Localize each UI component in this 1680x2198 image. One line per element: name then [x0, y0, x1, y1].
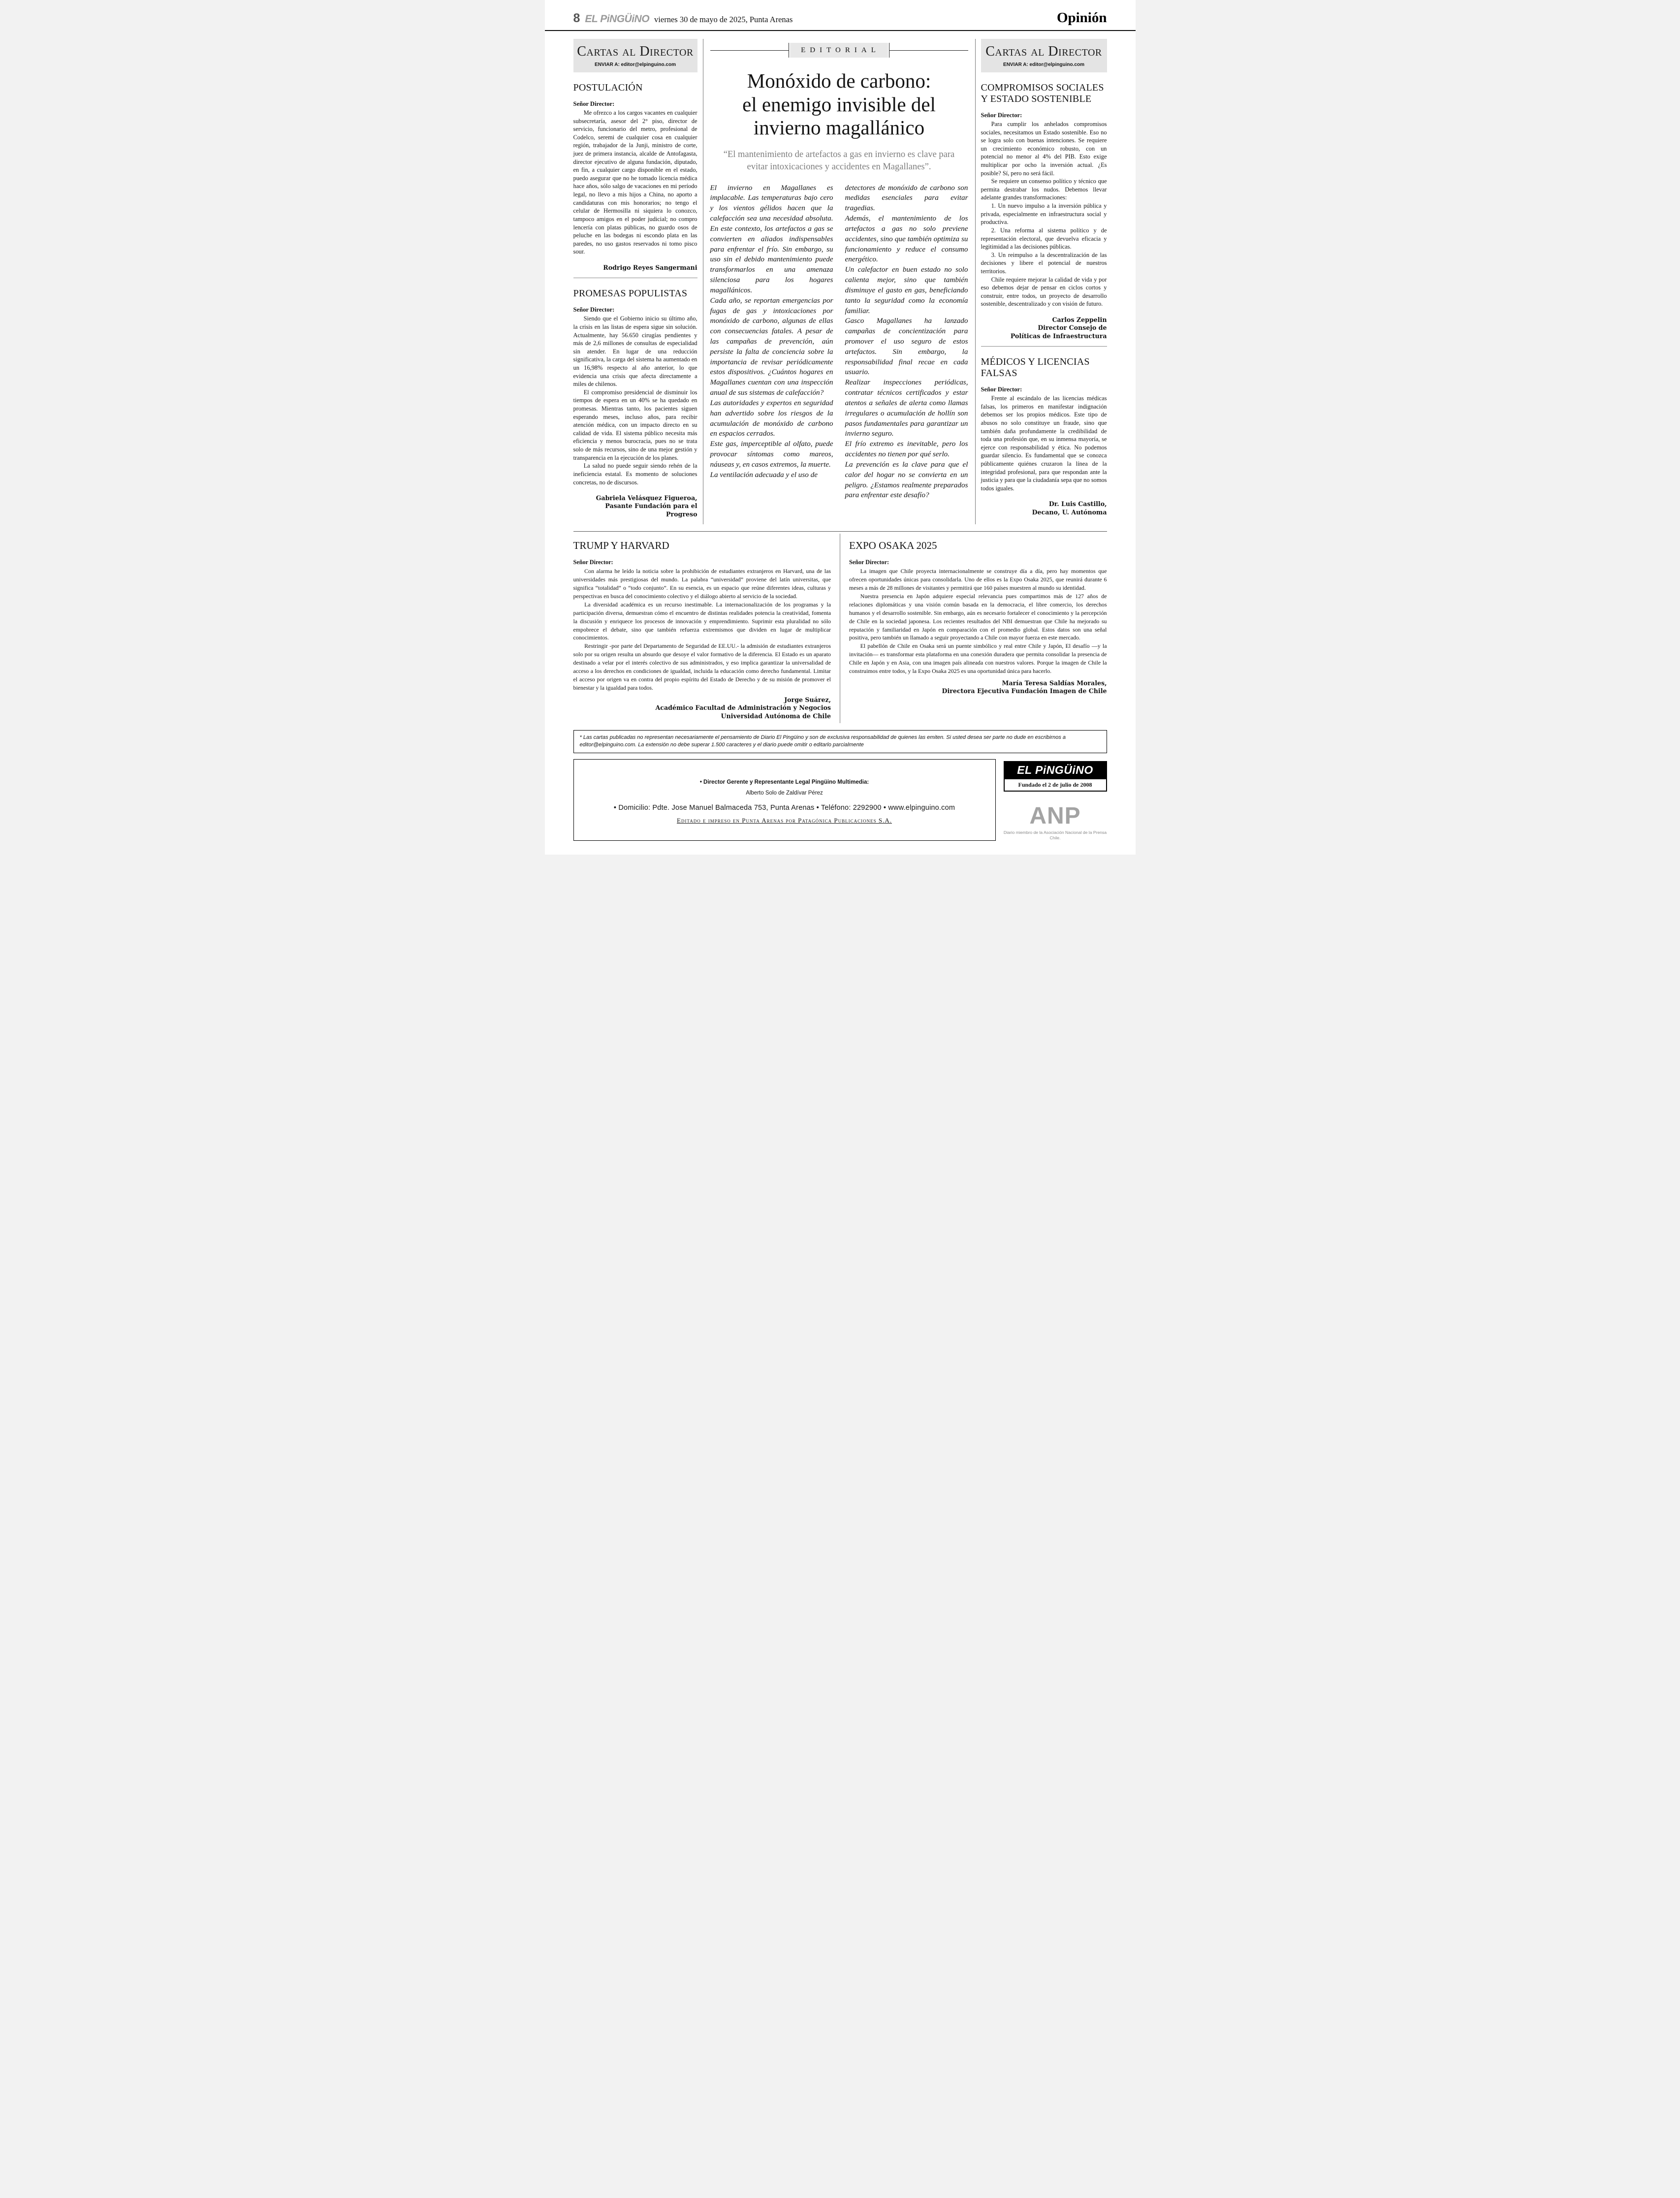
- letter-signature: [981, 500, 1107, 516]
- signature-line: Académico Facultad de Administración y Negocios: [655, 704, 831, 712]
- editorial-column: [703, 39, 976, 524]
- signature-line: Dr. Luis Castillo,: [1048, 500, 1107, 508]
- letter-signature: [849, 679, 1107, 696]
- editorial-paragraph: El invierno en Magallanes es implacable. Las temperaturas bajo cero y los vientos gélidos hacen que la calefacción sea una necesidad absoluta. En este contexto, los artefactos a gas se convierten en aliados indispensables para enfrentar el frío. Sin embargo, su uso sin el debido mantenimiento puede transformarlos en una amenaza silenciosa para los hogares magallánicos.: [710, 183, 833, 294]
- editorial-paragraph: La prevención es la clave para que el calor del hogar no se convierta en un peligro. ¿Estamos realmente preparados para enfrentar este desafío?: [845, 460, 968, 500]
- letter-salutation: Señor Director:: [981, 112, 1022, 119]
- letter-paragraph: 2. Una reforma al sistema político y de representación electoral, que devuelva eficacia y legitimidad a las decisiones públicas.: [981, 226, 1107, 251]
- letter-expo-osaka: [840, 534, 1107, 723]
- letter-compromisos-sociales: [981, 82, 1107, 340]
- letter-salutation: Señor Director:: [573, 100, 615, 107]
- editorial-paragraph: Cada año, se reportan emergencias por fugas de gas y intoxicaciones por monóxido de carbono, algunas de ellas con consecuencias fatales. A pesar de las campañas de prevención, aún persiste la falta de conciencia sobre la importancia de revisar periódicamente estos dispositivos. ¿Cuántos hogares en Magallanes cuentan con una inspección anual de sus sistemas de calefacción?: [710, 296, 833, 397]
- editorial-paragraph: detectores de monóxido de carbono son medidas esenciales para evitar tragedias.: [845, 183, 968, 213]
- editorial-title: [716, 69, 962, 140]
- letter-salutation: Señor Director:: [573, 306, 615, 314]
- letter-paragraph: La imagen que Chile proyecta internacionalmente se construye día a día, pero hay momentos que ofrecen oportunidades únicas para consolidarla. Uno de ellos es la Expo Osaka 2025, que reunirá durante 6 meses a más de 28 millones de visitantes y permitirá que 160 países muestren al mundo su identidad.: [849, 568, 1107, 592]
- letter-paragraph: El pabellón de Chile en Osaka será un puente simbólico y real entre Chile y Japón, El desafío —y la invitación— es transformar esta plataforma en una conexión duradera que permita consolidar la presencia de Chile en Japón y en Asia, con una imagen país alineada con nuestros valores. Porque la imagen de Chile la construimos entre todos, y la Expo Osaka 2025 es una oportunidad única para hacerlo.: [849, 642, 1107, 675]
- letters-disclaimer: * Las cartas publicadas no representan necesariamente el pensamiento de Diario El Pingüino y son de exclusiva responsabilidad de quienes las emiten. Si usted desea ser parte no dude en escribirnos a editor@elpinguino.com. La extensión no debe superar 1.500 caracteres y el diario puede omitir o editarlo parcialmente: [573, 730, 1107, 753]
- cartas-title: Cartas al Director: [985, 44, 1102, 59]
- letter-signature: [573, 264, 697, 272]
- letter-paragraph: Me ofrezco a los cargos vacantes en cualquier subsecretaría, asesor del 2° piso, director de servicio, funcionario del metro, profesional de Codelco, seremi de cualquier cosa en cualquier región, trabajador de la Junji, ministro de corte, juez de primera instancia, alcalde de Antofagasta, director ejecutivo de alguna fundación, diputado, en fin, a cualquier cargo disponible en el estado, puedo asegurar que no he tomado licencia médica hace años, sólo salgo de vacaciones en mi período legal, no llevo a mis hijos a China, no aporto a candidaturas con mis honorarios; no tengo el celular de Hermosilla ni siquiera lo conozco, tampoco amigos en el poder judicial; no compro lencería con platas públicas, no guardo osos de peluche en las bodegas ni escondo plata en las paredes, no uso gastos reservados ni tomo pisco sour.: [573, 109, 697, 255]
- editorial-paragraph: El frío extremo es inevitable, pero los accidentes no tienen por qué serlo.: [845, 440, 968, 459]
- signature-line: Director Consejo de: [1038, 324, 1107, 332]
- anp-caption: Diario miembro de la Asociación Nacional de la Prensa Chile.: [1003, 829, 1107, 840]
- letter-paragraph: La salud no puede seguir siendo rehén de la ineficiencia estatal. Es momento de soluciones concretas, no de discursos.: [573, 462, 697, 486]
- page-number: 8: [573, 11, 580, 25]
- newspaper-page: [545, 0, 1136, 855]
- publisher-role: • Director Gerente y Representante Legal Pingüino Multimedia:: [699, 779, 869, 785]
- letter-title: TRUMP Y HARVARD: [573, 540, 669, 552]
- editorial-body: [710, 183, 968, 501]
- publisher-address: • Domicilio: Pdte. Jose Manuel Balmaceda 753, Punta Arenas • Teléfono: 2292900 • www.elpinguino.com: [613, 803, 955, 812]
- letter-title: EXPO OSAKA 2025: [849, 540, 937, 552]
- pinguino-logo: EL PiNGÜiNO: [1004, 761, 1107, 779]
- editorial-label: EDITORIAL: [790, 43, 888, 58]
- signature-line: Carlos Zeppelin: [1052, 316, 1107, 324]
- letter-paragraph: 1. Un nuevo impulso a la inversión pública y privada, especialmente en infraestructura social y productiva.: [981, 202, 1107, 226]
- signature-line: Directora Ejecutiva Fundación Imagen de Chile: [942, 687, 1107, 695]
- editorial-title-line: Monóxido de carbono:: [747, 69, 931, 92]
- left-column: [573, 39, 697, 524]
- rule-line-left: [710, 50, 789, 51]
- masthead-date: viernes 30 de mayo de 2025, Punta Arenas: [654, 15, 793, 24]
- cartas-al-director-box-right: [981, 39, 1107, 72]
- letter-promesas-populistas: [573, 288, 697, 518]
- letter-postulacion: [573, 82, 697, 272]
- signature-line: María Teresa Saldías Morales,: [1002, 679, 1107, 687]
- publisher-name: Alberto Solo de Zaldívar Pérez: [746, 790, 823, 796]
- signature-line: Pasante Fundación para el Progreso: [605, 502, 697, 518]
- editorial-paragraph: La ventilación adecuada y el uso de: [710, 470, 818, 479]
- top-section: [545, 31, 1136, 524]
- rule-tick-left: [789, 43, 790, 58]
- letter-paragraph: Siendo que el Gobierno inicio su último año, la crisis en las listas de espera sigue sin solución. Actualmente, hay 56.650 cirugías pendientes y más de 2,6 millones de consultas de especialidad sin atender. En lugar de una reducción significativa, la carga del sistema ha aumentado en un 16,98% respecto al año anterior, lo que evidencia una crisis que afecta directamente a miles de chilenos.: [573, 315, 697, 388]
- signature-line: Universidad Autónoma de Chile: [721, 712, 831, 720]
- editorial-column-2: [845, 183, 968, 501]
- letter-signature: [573, 696, 831, 720]
- letter-paragraph: Nuestra presencia en Japón adquiere especial relevancia pues compartimos más de 127 años de relaciones diplomáticas y una visión común basada en la democracia, el libre comercio, los derechos humanos y el desarrollo sostenible. Sin embargo, aún es necesario fortalecer el conocimiento y la percepción de Chile en la sociedad japonesa. Los recientes resultados del NBI demuestran que Chile ha mejorado su reputación y familiaridad en Japón en comparación con el promedio global. Estos datos son una señal positiva, pero también un llamado a seguir proyectando a Chile con mayor fuerza en este mercado.: [849, 592, 1107, 641]
- editorial-deck: “El mantenimiento de artefactos a gas en invierno es clave para evitar intoxicaciones y accidentes en Magallanes”.: [723, 149, 955, 172]
- rule-line-right: [889, 50, 968, 51]
- letter-paragraph: La diversidad académica es un recurso inestimable. La internacionalización de los programas y la participación diversa, demuestran cómo el encuentro de distintas realidades potencia la creatividad, fomenta la discusión y enriquece los procesos de innovación y emprendimiento. Suprimir esta pluralidad no sólo empobrece el debate, sino que también refuerza extremismos que dividen en lugar de multiplicar conocimientos.: [573, 601, 831, 641]
- letter-trump-harvard: [573, 534, 841, 723]
- editorial-column-1: [710, 183, 833, 501]
- letter-paragraph: Chile requiere mejorar la calidad de vida y por eso debemos dejar de pensar en ciclos cortos y construir, entre todos, un proyecto de desarrollo sostenible, descentralizado y con visión de futuro.: [981, 276, 1107, 308]
- letter-title: PROMESAS POPULISTAS: [573, 288, 688, 299]
- editorial-paragraph: Realizar inspecciones periódicas, contratar técnicos certificados y estar atentos a señales de alerta como llamas irregulares o acumulación de hollín son pasos fundamentales para garantizar un invierno seguro.: [845, 378, 968, 438]
- editorial-paragraph: Un calefactor en buen estado no solo calienta mejor, sino que también disminuye el gasto en gas, beneficiando tanto la seguridad como la economía familiar.: [845, 265, 968, 315]
- signature-line: Jorge Suárez,: [784, 696, 831, 703]
- editorial-paragraph: Gasco Magallanes ha lanzado campañas de concientización para promover el uso seguro de estos artefactos. Sin embargo, la responsabilidad final recae en cada usuario.: [845, 317, 968, 377]
- section-title: Opinión: [1056, 10, 1107, 26]
- editorial-label-row: [710, 43, 968, 58]
- masthead: [545, 0, 1136, 31]
- signature-line: Rodrigo Reyes Sangermani: [603, 263, 697, 271]
- letter-signature: [573, 494, 697, 518]
- cartas-subtitle: ENVIAR A: editor@elpinguino.com: [595, 62, 676, 67]
- letter-paragraph: Se requiere un consenso político y técnico que permita destrabar los nudos. Debemos llevar adelante grandes transformaciones:: [981, 178, 1107, 201]
- signature-line: Políticas de Infraestructura: [1010, 332, 1107, 340]
- letter-signature: [981, 316, 1107, 340]
- cartas-subtitle: ENVIAR A: editor@elpinguino.com: [1003, 62, 1084, 67]
- cartas-al-director-box-left: [573, 39, 697, 72]
- signature-line: Gabriela Velásquez Figueroa,: [596, 494, 697, 502]
- letter-paragraph: Frente al escándalo de las licencias médicas falsas, los primeros en manifestar indignación debemos ser los propios médicos. Este tipo de abusos no solo constituye un fraude, sino que también daña profundamente la credibilidad de toda una profesión que, en su inmensa mayoría, se ejerce con responsabilidad y ética. No podemos guardar silencio. Es fundamental que se conozca públicamente quiénes cruzaron la línea de la integridad profesional, para que respondan ante la justicia y para que la ciudadanía sepa que no somos todos iguales.: [981, 395, 1107, 492]
- letter-salutation: Señor Director:: [849, 559, 889, 566]
- editorial-paragraph: Además, el mantenimiento de los artefactos a gas no solo previene accidentes, sino que también optimiza su funcionamiento y reduce el consumo energético.: [845, 214, 968, 264]
- editorial-paragraph: Este gas, imperceptible al olfato, puede provocar síntomas como mareos, náuseas y, en casos extremos, la muerte.: [710, 440, 833, 469]
- cartas-title: Cartas al Director: [577, 44, 694, 59]
- letter-salutation: Señor Director:: [981, 386, 1022, 393]
- letter-title: COMPROMISOS SOCIALES Y ESTADO SOSTENIBLE: [981, 82, 1104, 104]
- letter-paragraph: El compromiso presidencial de disminuir los tiempos de espera en un 40% se ha quedado en promesas. Mientras tanto, los pacientes siguen esperando meses, incluso años, para recibir atención médica, con un impacto directo en su calidad de vida. El sistema público necesita más eficiencia y menos burocracia, pues no se trata solo de más recursos, sino de una mejor gestión y transparencia en la ejecución de los planes.: [573, 388, 697, 461]
- letter-title: POSTULACIÓN: [573, 82, 643, 93]
- letter-paragraph: Restringir -por parte del Departamento de Seguridad de EE.UU.- la admisión de estudiantes extranjeros solo por su origen resulta un absurdo que desoye el valor formativo de la diferencia. El Estado es un aparato destinado a velar por el interés colectivo de sus administrados, y eso implica garantizar la universalidad de acceso a los derechos en condiciones de igualdad, incluida la educación como derecho fundamental. Limitar el acceso por origen va en contra del propio espíritu del Estado de Derecho y de su misión de promover el bienestar y la igualdad para todos.: [573, 642, 831, 691]
- right-column: [981, 39, 1107, 524]
- letter-paragraph: Para cumplir los anhelados compromisos sociales, necesitamos un Estado sostenible. Eso no se logra solo con buenas intenciones. Se requiere un crecimiento económico robusto, con un potencial no menor al 4% del PIB. Esto exige multiplicar por ocho la inversión actual. ¿Es posible? Sí, pero no será fácil.: [981, 121, 1107, 177]
- editorial-title-line: invierno magallánico: [753, 116, 925, 139]
- letter-medicos-licencias: [981, 356, 1107, 516]
- publisher-info-box: [573, 759, 996, 841]
- letter-title: MÉDICOS Y LICENCIAS FALSAS: [981, 356, 1090, 379]
- letter-divider: [981, 346, 1107, 347]
- footer-logos: [1004, 759, 1107, 841]
- footer-publisher-row: [573, 759, 1107, 841]
- editorial-title-line: el enemigo invisible del: [742, 93, 936, 116]
- letter-paragraph: 3. Un reimpulso a la descentralización de las decisiones y libere el potencial de nuestros territorios.: [981, 251, 1107, 275]
- publisher-imprint: Editado e impreso en Punta Arenas por Patagónica Publicaciones S.A.: [676, 816, 892, 824]
- editorial-paragraph: Las autoridades y expertos en seguridad han advertido sobre los riesgos de la acumulación de monóxido de carbono en espacios cerrados.: [710, 398, 833, 438]
- letter-paragraph: Con alarma he leído la noticia sobre la prohibición de estudiantes extranjeros en Harvard, una de las universidades más prestigiosas del mundo. La palabra “universidad” proviene del latín universitas, que significa “totalidad” o “todo conjunto”. En su esencia, es un espacio que reúne diferentes ideas, culturas y perspectivas en busca del conocimiento colectivo y el diálogo abierto al servicio de la sociedad.: [573, 568, 831, 600]
- bottom-section: [545, 532, 1136, 723]
- signature-line: Decano, U. Autónoma: [1032, 508, 1107, 516]
- letter-salutation: Señor Director:: [573, 559, 613, 566]
- founded-date: Fundado el 2 de julio de 2008: [1004, 779, 1107, 792]
- anp-logo: ANP: [1029, 802, 1081, 829]
- brand-logo: EL PiNGÜiNO: [585, 13, 650, 25]
